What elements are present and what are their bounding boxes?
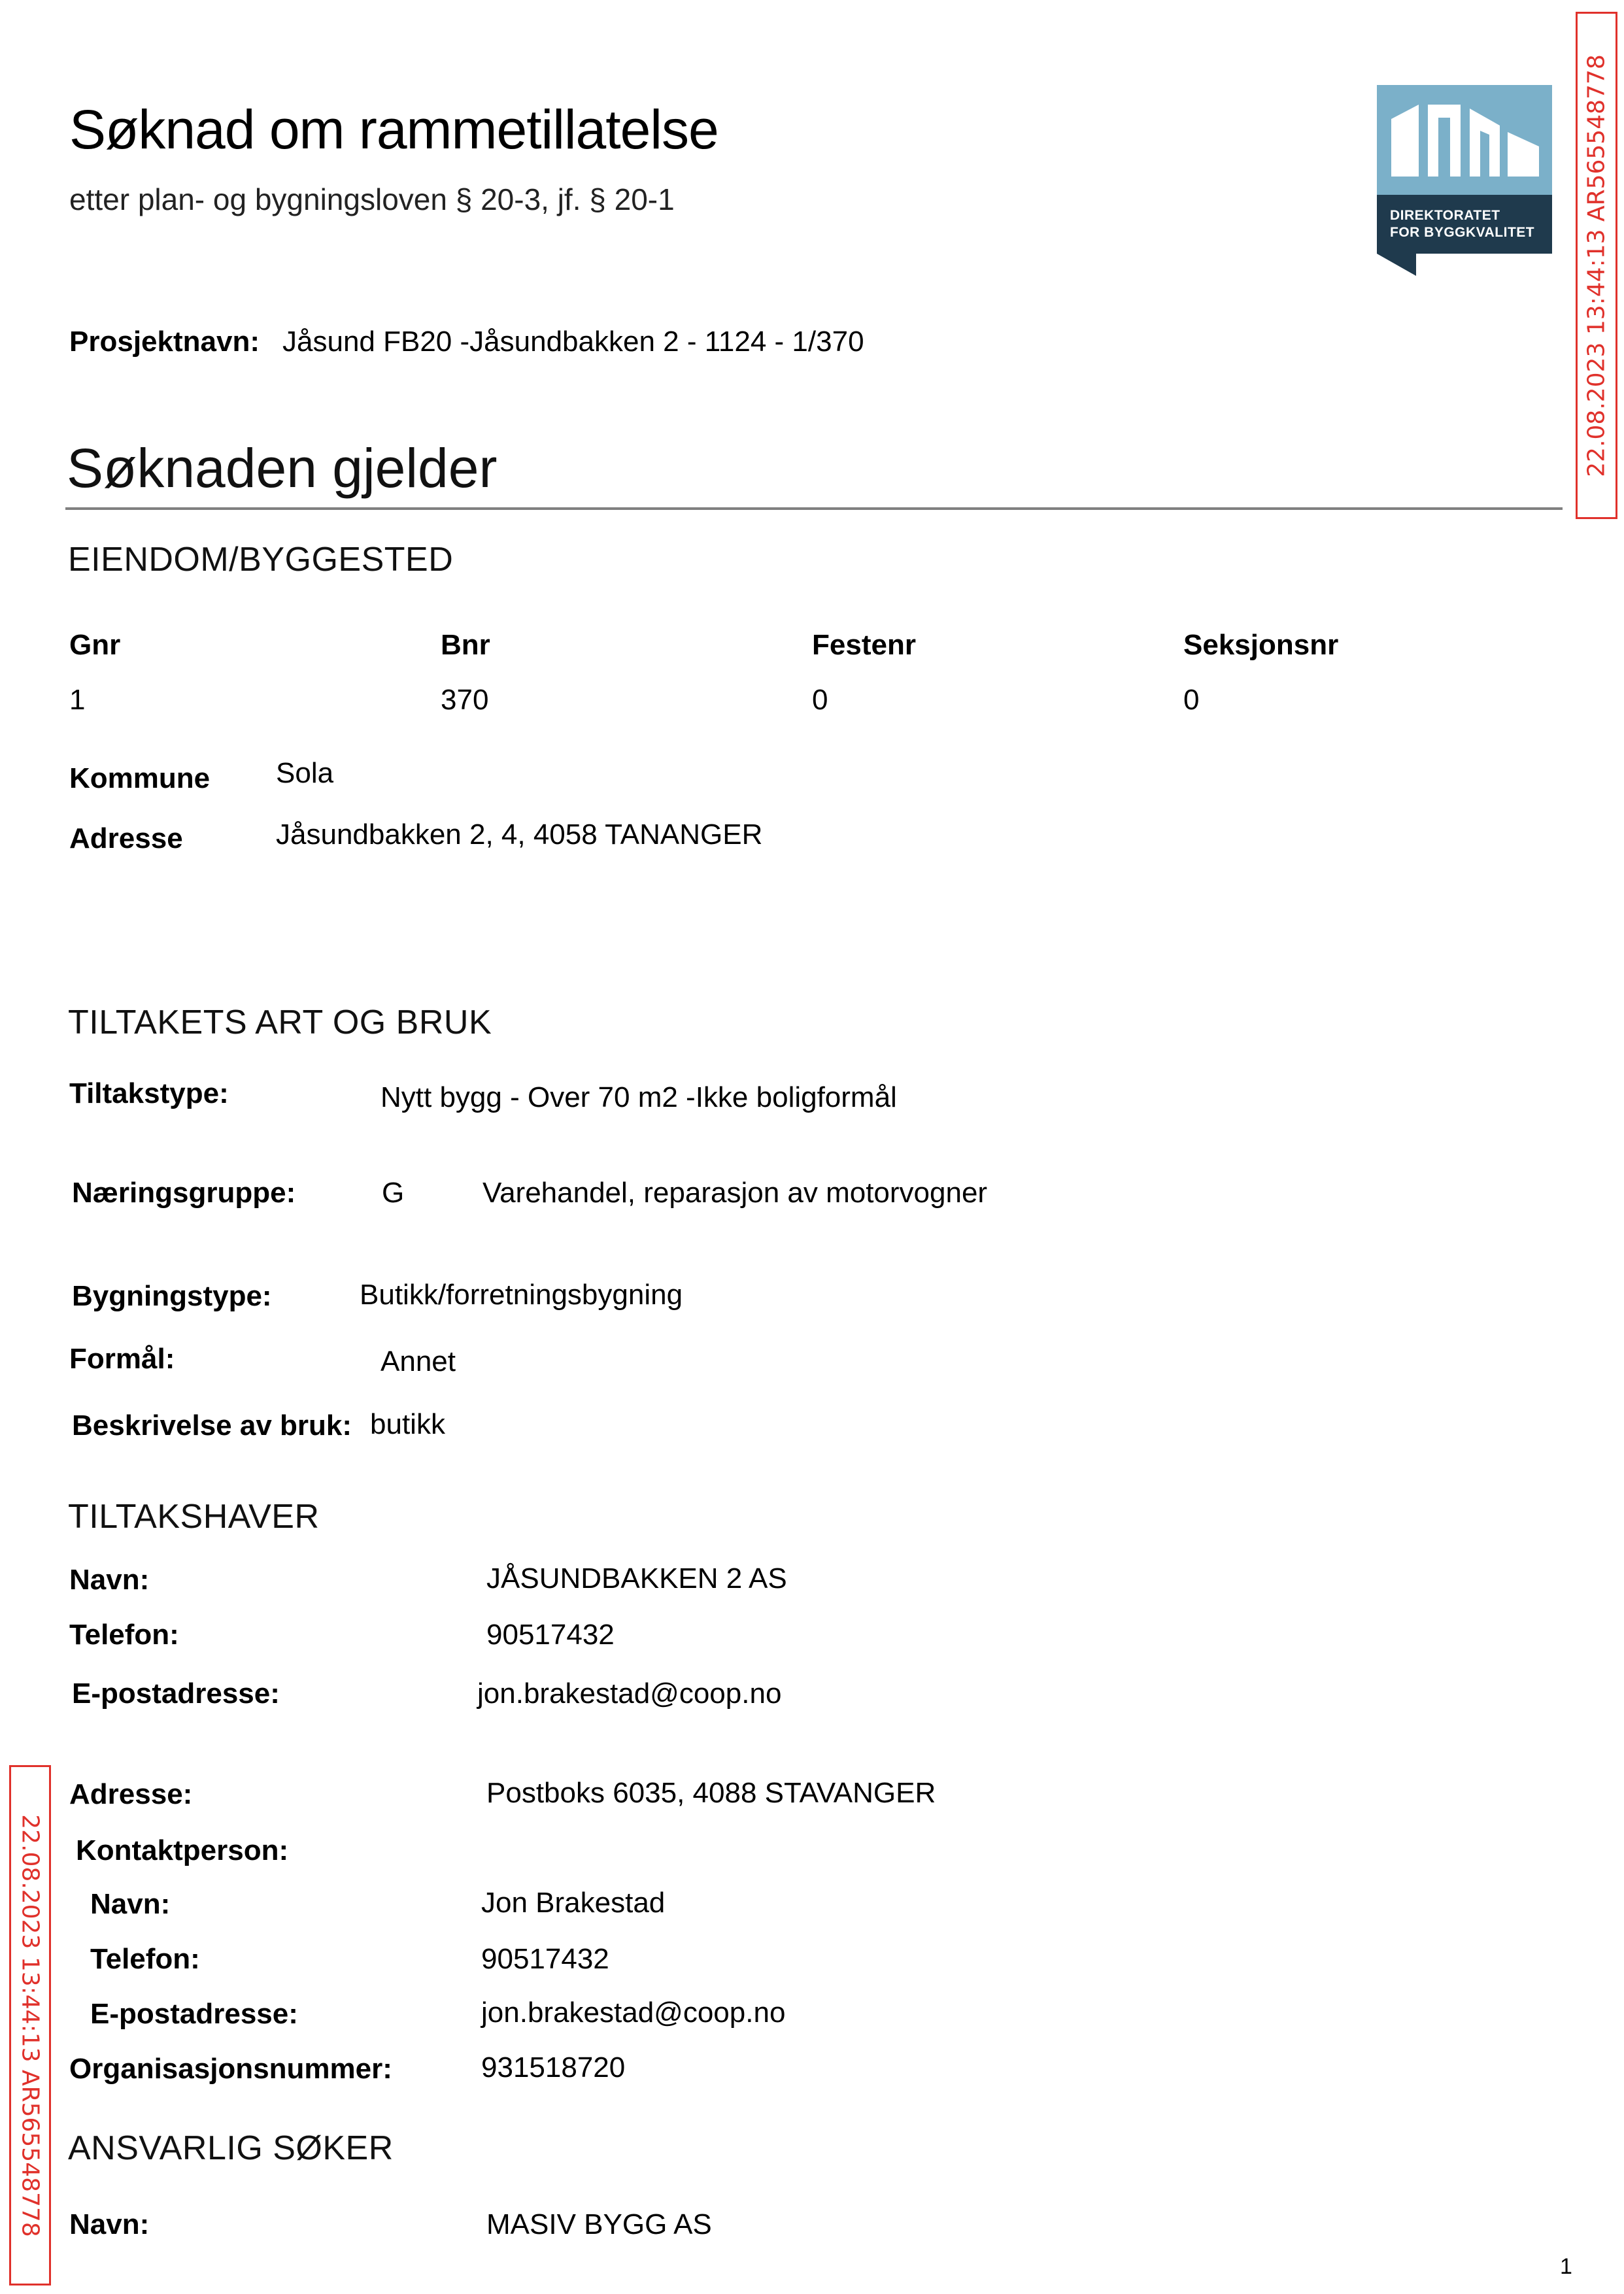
logo-text-line1: DIREKTORATET [1390, 208, 1500, 223]
page-number: 1 [1560, 2254, 1572, 2279]
kontaktperson-label: Kontaktperson: [76, 1834, 289, 1866]
kontakt-epost-label: E-postadresse: [90, 1998, 298, 2030]
beskrivelse-label: Beskrivelse av bruk: [72, 1409, 352, 1442]
kontakt-epost-value: jon.brakestad@coop.no [481, 1997, 786, 2029]
tiltakstype-label: Tiltakstype: [69, 1077, 229, 1109]
naeringsgruppe-code: G [382, 1177, 405, 1209]
tiltakshaver-heading: TILTAKSHAVER [68, 1498, 320, 1536]
tiltakshaver-adresse-label: Adresse: [69, 1778, 193, 1810]
tiltakshaver-navn-value: JÅSUNDBAKKEN 2 AS [486, 1562, 787, 1594]
project-value: Jåsund FB20 -Jåsundbakken 2 - 1124 - 1/370 [282, 326, 864, 358]
seksjonsnr-value: 0 [1183, 684, 1200, 716]
tiltakshaver-telefon-label: Telefon: [69, 1619, 179, 1651]
bygningstype-label: Bygningstype: [72, 1280, 272, 1312]
formal-value: Annet [381, 1345, 456, 1377]
gnr-value: 1 [69, 684, 86, 716]
kommune-label: Kommune [69, 762, 211, 794]
tiltakshaver-adresse-value: Postboks 6035, 4088 STAVANGER [486, 1777, 936, 1809]
festenr-label: Festenr [812, 629, 916, 661]
tiltakshaver-telefon-value: 90517432 [486, 1619, 615, 1651]
orgnr-value: 931518720 [481, 2051, 626, 2083]
seksjonsnr-label: Seksjonsnr [1183, 629, 1339, 661]
kontakt-telefon-label: Telefon: [90, 1943, 200, 1975]
festenr-value: 0 [812, 684, 828, 716]
kommune-value: Sola [276, 757, 334, 789]
eiendom-heading: EIENDOM/BYGGESTED [68, 541, 454, 579]
tiltakshaver-epost-label: E-postadresse: [72, 1678, 280, 1710]
naeringsgruppe-label: Næringsgruppe: [72, 1177, 296, 1209]
naeringsgruppe-value: Varehandel, reparasjon av motorvogner [482, 1177, 988, 1209]
project-label: Prosjektnavn: [69, 326, 260, 358]
formal-label: Formål: [69, 1343, 175, 1375]
logo-tab [1377, 254, 1416, 276]
ansvarlig-navn-value: MASIV BYGG AS [486, 2208, 712, 2240]
beskrivelse-value: butikk [370, 1408, 445, 1440]
logo-text-line2: FOR BYGGKVALITET [1390, 225, 1535, 240]
bnr-value: 370 [441, 684, 489, 716]
registration-stamp-bottom: 22.08.2023 13:44:13 AR565548778 [9, 1765, 51, 2286]
section-title: Søknaden gjelder [67, 437, 498, 499]
gnr-label: Gnr [69, 629, 121, 661]
document-title: Søknad om rammetillatelse [69, 99, 719, 160]
tiltak-heading: TILTAKETS ART OG BRUK [68, 1004, 492, 1041]
adresse-label: Adresse [69, 822, 183, 854]
registration-stamp-top: 22.08.2023 13:44:13 AR565548778 [1576, 12, 1617, 519]
ansvarlig-navn-label: Navn: [69, 2208, 150, 2240]
tiltakshaver-epost-value: jon.brakestad@coop.no [477, 1678, 782, 1710]
dibk-logo [1377, 85, 1552, 275]
tiltakstype-value: Nytt bygg - Over 70 m2 -Ikke boligformål [381, 1081, 897, 1113]
orgnr-label: Organisasjonsnummer: [69, 2053, 392, 2085]
bygningstype-value: Butikk/forretningsbygning [360, 1279, 683, 1311]
adresse-value: Jåsundbakken 2, 4, 4058 TANANGER [276, 818, 763, 851]
kontakt-navn-label: Navn: [90, 1888, 171, 1920]
tiltakshaver-navn-label: Navn: [69, 1564, 150, 1596]
section-divider [65, 507, 1563, 510]
kontakt-navn-value: Jon Brakestad [481, 1887, 666, 1919]
bnr-label: Bnr [441, 629, 490, 661]
ansvarlig-heading: ANSVARLIG SØKER [68, 2129, 394, 2167]
document-subtitle: etter plan- og bygningsloven § 20-3, jf. § 20-1 [69, 182, 675, 216]
kontakt-telefon-value: 90517432 [481, 1943, 609, 1975]
